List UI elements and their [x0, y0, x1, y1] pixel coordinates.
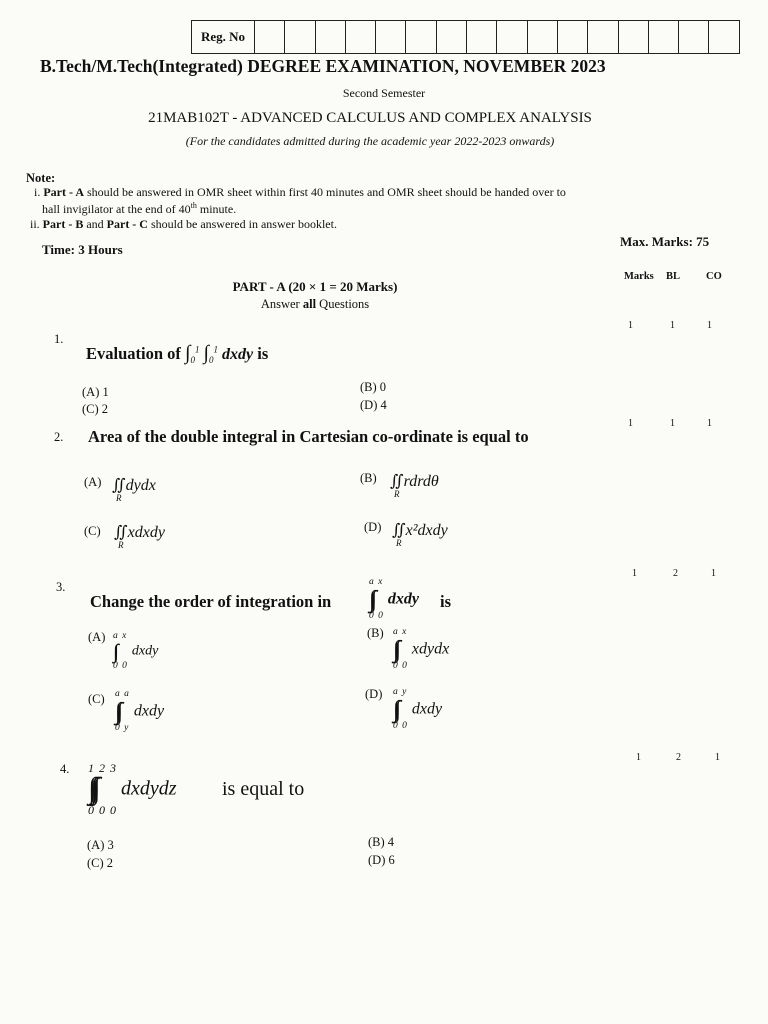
q3-option-d-expr[interactable]: a y ∫∫ 0 0 dxdy [393, 687, 443, 731]
q2-d-expr: x²dxdy [405, 522, 448, 539]
q3-integral: a x ∫∫ 0 0 dxdy [369, 577, 419, 621]
note-ii-prefix: ii. [30, 217, 43, 231]
q3-tail: is [440, 592, 452, 611]
q2-option-c-label[interactable]: (C) [84, 524, 101, 538]
max-marks: Max. Marks: 75 [620, 234, 710, 249]
q1-number: 1. [54, 332, 64, 346]
q4-option-a[interactable]: (A) 3 [87, 838, 114, 852]
q4-option-d[interactable]: (D) 6 [368, 853, 395, 867]
q3-marks: 1 [632, 568, 637, 579]
reg-no-cell[interactable] [497, 21, 527, 53]
q1-lead: Evaluation of [86, 344, 181, 363]
reg-no-cell[interactable] [437, 21, 467, 53]
q2-option-b-expr[interactable]: ∬rdrdθ R [390, 473, 439, 499]
q1-co: 1 [707, 320, 712, 331]
reg-no-cell[interactable] [649, 21, 679, 53]
reg-no-cell[interactable] [619, 21, 649, 53]
note-heading: Note: [26, 171, 56, 185]
q1-option-d[interactable]: (D) 4 [360, 398, 387, 412]
q2-c-expr: xdxdy [127, 524, 165, 541]
reg-no-cell[interactable] [346, 21, 376, 53]
reg-no-cell[interactable] [528, 21, 558, 53]
q2-option-b-label[interactable]: (B) [360, 471, 377, 485]
q4-marks: 1 [636, 752, 641, 763]
reg-no-cell[interactable] [588, 21, 618, 53]
note-i-prefix: i. [34, 185, 44, 199]
q3-c-expr: dxdy [133, 702, 165, 720]
note-i-text2a: hall invigilator at the end of 40 [42, 202, 191, 216]
q4-co: 1 [715, 752, 720, 763]
reg-no-cell[interactable] [255, 21, 285, 53]
col-marks: Marks [624, 271, 654, 282]
reg-no-cell[interactable] [467, 21, 497, 53]
q1-integral: $\int_0^1$ $\int_0^1$ dxdy [185, 342, 254, 366]
q3-bl: 2 [673, 568, 678, 579]
admission-note: (For the candidates admitted during the academic year 2022-2023 onwards) [185, 134, 555, 148]
note-i-sup: th [190, 201, 197, 210]
note-ii-text: should be answered in answer booklet. [147, 217, 337, 231]
q4-option-b[interactable]: (B) 4 [368, 835, 395, 849]
reg-no-cell[interactable] [316, 21, 346, 53]
q4-bl: 2 [676, 752, 681, 763]
q4-option-c[interactable]: (C) 2 [87, 856, 114, 870]
reg-no-cell[interactable] [406, 21, 436, 53]
q3-option-b-label[interactable]: (B) [367, 626, 384, 640]
q3-a-expr: dxdy [131, 643, 159, 659]
q2-number: 2. [54, 430, 64, 444]
q2-a-expr: dydx [125, 477, 156, 494]
semester: Second Semester [342, 86, 426, 100]
course-title: 21MAB102T - ADVANCED CALCULUS AND COMPLEX ANALYSIS [148, 110, 592, 126]
reg-no-cell[interactable] [285, 21, 315, 53]
q3-co: 1 [711, 568, 716, 579]
col-bl: BL [666, 271, 681, 282]
q3-b-expr: xdydx [411, 640, 450, 658]
q2-marks: 1 [628, 418, 633, 429]
q4-number: 4. [60, 762, 70, 776]
q2-co: 1 [707, 418, 712, 429]
q3-d-expr: dxdy [411, 700, 443, 718]
part-a-instruction [0, 297, 630, 312]
q1-text [86, 342, 268, 365]
reg-no-cell[interactable] [558, 21, 588, 53]
instr-b: all [302, 297, 317, 311]
reg-no-cell[interactable] [679, 21, 709, 53]
instr-a: Answer [260, 297, 303, 311]
q1-option-b[interactable]: (B) 0 [360, 380, 387, 394]
q3-text: Change the order of integration in [90, 592, 332, 611]
reg-no-box [191, 20, 740, 54]
q3-option-d-label[interactable]: (D) [365, 687, 383, 701]
q1-marks: 1 [628, 320, 633, 331]
reg-no-label: Reg. No [192, 21, 255, 53]
q2-option-a-expr[interactable]: ∬dydx R [112, 477, 156, 503]
q1-bl: 1 [670, 320, 675, 331]
q3-option-b-expr[interactable]: a x ∫∫ 0 0 xdydx [393, 627, 450, 671]
q2-b-expr: rdrdθ [403, 473, 439, 490]
q4-integral: 1 2 3 ∫∫∫ 0 0 0 dxdydz [88, 761, 177, 817]
note-i-text: should be answered in OMR sheet within first 40 minutes and OMR sheet should be handed over to [84, 185, 566, 199]
reg-no-cell[interactable] [709, 21, 738, 53]
q1-option-a[interactable]: (A) 1 [82, 385, 109, 399]
q3-option-c-label[interactable]: (C) [88, 692, 105, 706]
note-ii-part-b: Part - B [42, 217, 84, 231]
note-ii [30, 217, 337, 232]
q2-option-d-expr[interactable]: ∬x²dxdy R [392, 522, 448, 548]
note-i-text2b: minute. [196, 202, 237, 216]
reg-no-cell[interactable] [376, 21, 406, 53]
q2-option-a-label[interactable]: (A) [84, 475, 102, 489]
q4-text: is equal to [222, 778, 305, 800]
q2-option-c-expr[interactable]: ∬xdxdy R [114, 524, 165, 550]
note-ii-and: and [83, 217, 107, 231]
q3-option-c-expr[interactable]: a a ∫∫ 0 y dxdy [115, 689, 165, 733]
q3-number: 3. [56, 580, 66, 594]
col-co: CO [706, 271, 722, 282]
exam-time: Time: 3 Hours [42, 242, 123, 257]
q2-option-d-label[interactable]: (D) [364, 520, 382, 534]
q1-tail: is [257, 344, 269, 363]
note-i-part: Part - A [43, 185, 84, 199]
q3-option-a-expr[interactable]: a x ∫∫ 0 0 dxdy [113, 631, 159, 671]
exam-title: B.Tech/M.Tech(Integrated) DEGREE EXAMINATION, NOVEMBER 2023 [40, 56, 606, 76]
note-ii-part-c: Part - C [106, 217, 148, 231]
q3-option-a-label[interactable]: (A) [88, 630, 106, 644]
note-i-cont [42, 201, 236, 217]
q2-bl: 1 [670, 418, 675, 429]
part-a-title: PART - A (20 × 1 = 20 Marks) [232, 279, 398, 294]
q2-text: Area of the double integral in Cartesian co-ordinate is equal to [88, 427, 529, 446]
instr-c: Questions [316, 297, 370, 311]
note-i [34, 185, 566, 200]
q1-option-c[interactable]: (C) 2 [82, 402, 109, 416]
